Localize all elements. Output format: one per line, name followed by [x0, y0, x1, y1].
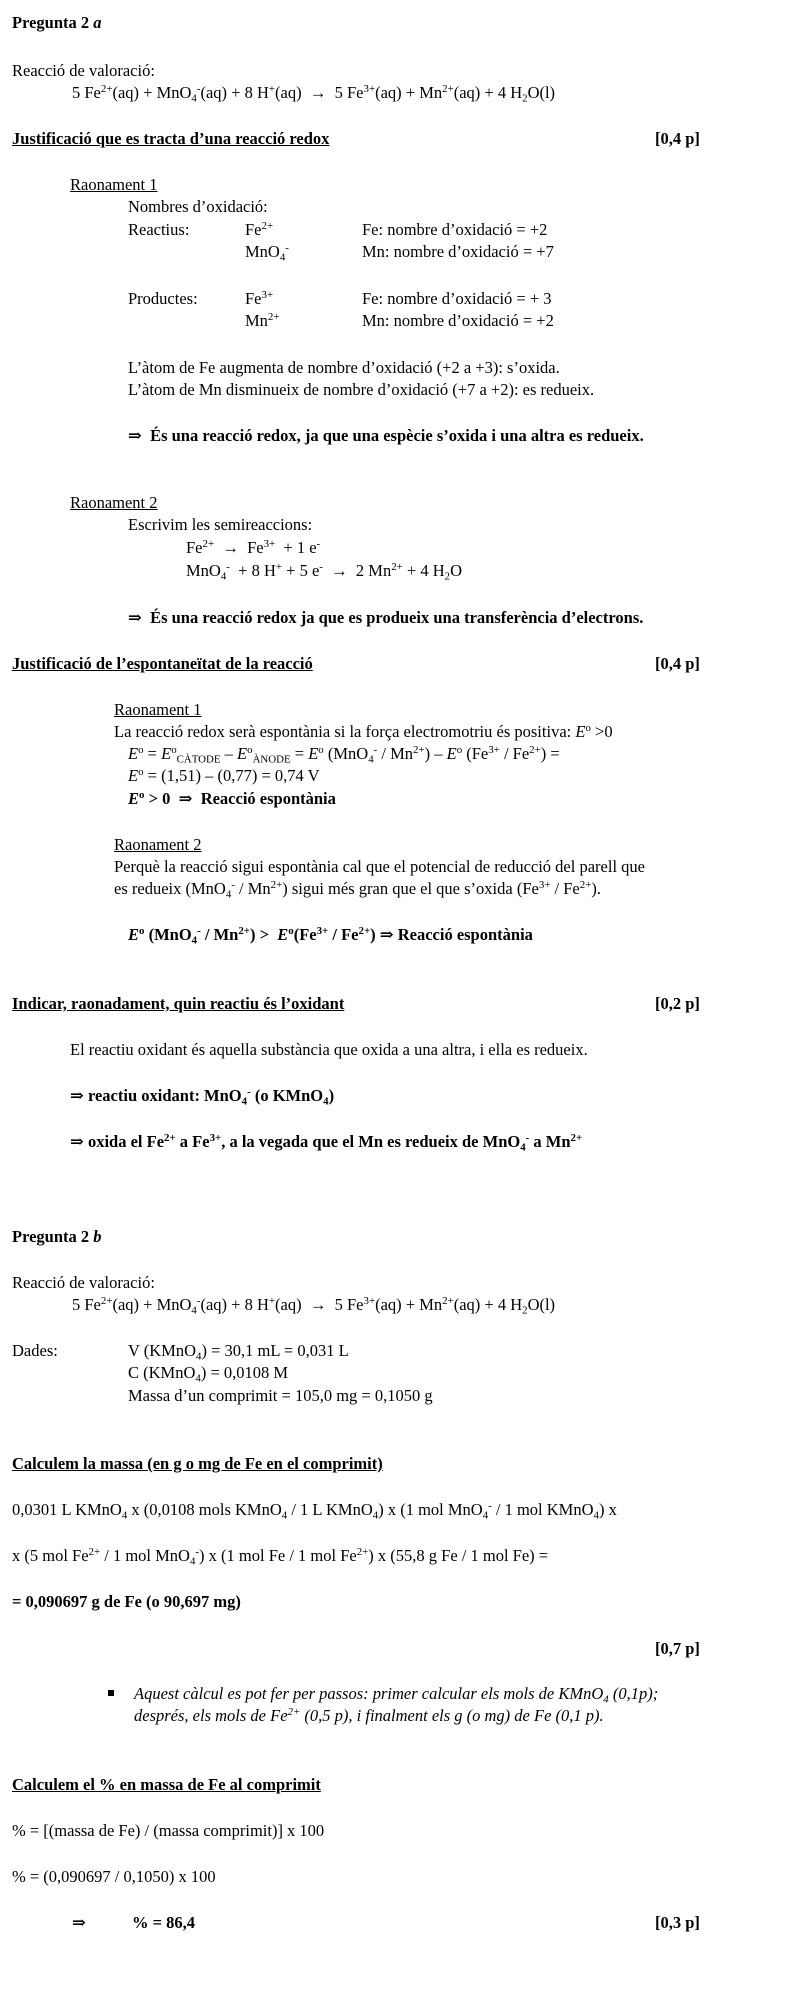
species-mno4: MnO$_4$- — [245, 242, 289, 264]
points-spontaneity: [0,4 p] — [655, 654, 700, 673]
data-tablet-mass: Massa d’un comprimit = 105,0 mg = 0,1050 g — [128, 1386, 433, 1405]
section-heading-redox: Justificació que es tracta d’una reacció redox — [12, 129, 330, 148]
points-percent: [0,3 p] — [655, 1913, 700, 1932]
spontaneity-reasoning-2-title: Raonament 2 — [114, 835, 202, 854]
reasoning-2-title: Raonament 2 — [70, 493, 158, 512]
bullet-icon — [108, 1690, 114, 1696]
oxidation-numbers-label: Nombres d’oxidació: — [128, 197, 268, 216]
titration-reaction: 5 $Fe^{2+}(aq) + MnO_4^-(aq) + 8$ H+(aq) → 5 $Fe^{3+}(aq) + Mn^{2+}(aq) + 4$ $H_2O(l)$ — [72, 83, 556, 105]
percent-substitution: % = (0,090697 / 0,1050) x 100 — [12, 1867, 216, 1886]
reduction-half-reaction: MnO$_4$- + 8 H+ + 5 e- → 2 $Mn^{2+} + 4$ $H_2O$ — [186, 561, 463, 583]
points-redox: [0,4 p] — [655, 129, 700, 148]
data-label: Dades: — [12, 1341, 58, 1360]
implies-arrow-icon: ⇒ — [128, 426, 142, 445]
fe-oxidation-statement: L’àtom de Fe augmenta de nombre d’oxidació (+2 a +3): s’oxida. — [128, 358, 560, 377]
points-oxidant: [0,2 p] — [655, 994, 700, 1013]
implies-arrow-icon: ⇒ — [379, 925, 394, 944]
mass-result: = 0,090697 g de Fe (o 90,697 mg) — [12, 1592, 241, 1611]
points-mass: [0,7 p] — [655, 1639, 700, 1658]
spontaneity-reasoning-1-title: Raonament 1 — [114, 700, 202, 719]
implies-arrow-icon: ⇒ — [70, 1086, 84, 1105]
section-heading-percent: Calculem el % en massa de Fe al comprimit — [12, 1775, 321, 1794]
data-concentration: C (KMnO$_4$) = 0,0108 M — [128, 1363, 289, 1385]
calc-note-line-2: després, els mols de $Fe^{2+}$ (0,5 p), i finalment els g (o mg) de Fe (0,1 p). — [134, 1706, 604, 1725]
oxidation-half-reaction: $Fe^{2+} \to Fe^{3+} + 1$ e- — [186, 538, 321, 557]
mass-calc-line-2: x (5 mol $Fe^{2+} / 1$ mol MnO$_4$-) x (1 mol Fe / 1 mol $Fe^{2+}$) x (55,8 g Fe / 1 mol Fe) = — [12, 1546, 549, 1568]
calc-note-line-1: Aquest càlcul es pot fer per passos: primer calcular els mols de KMnO$_4$ (0,1p); — [134, 1684, 659, 1706]
mn-ox-number-2: Mn: nombre d’oxidació = +2 — [362, 311, 554, 330]
potential-comparison: $E^o$ $(MnO_4^- / Mn^{2+}) > E^o(Fe^{3+} / Fe^{2+})$ ⇒ Reacció espontània — [128, 925, 533, 947]
redox-conclusion-2: ⇒ És una reacció redox ja que es produeix una transferència d’electrons. — [128, 608, 644, 627]
mass-calc-line-1: 0,0301 L KMnO$_4$ x (0,0108 mols KMnO$_4$ / 1 L KMnO$_4$) x (1 mol MnO$_4$- / 1 mol KMnO$_4$) x — [12, 1500, 617, 1522]
emf-formula: $E^o = E^o_{CÀTODE} - E^o_{ÀNODE} = E^o$ $(MnO_4^- / Mn^{2+}) - E^o$ $(Fe^{3+} / Fe^{2+})$ = — [128, 744, 560, 766]
section-heading-oxidant: Indicar, raonadament, quin reactiu és l’oxidant — [12, 994, 345, 1013]
question-2b-title: Pregunta 2 b — [12, 1227, 102, 1246]
percent-formula: % = [(massa de Fe) / (massa comprimit)] x 100 — [12, 1821, 325, 1840]
species-fe3: $Fe^{3+}$ — [245, 289, 274, 308]
redox-conclusion-1: ⇒ És una reacció redox, ja que una espècie s’oxida i una altra es redueix. — [128, 426, 644, 445]
implies-arrow-icon: ⇒ — [70, 1132, 84, 1151]
reasoning-1-title: Raonament 1 — [70, 175, 158, 194]
reactants-label: Reactius: — [128, 220, 190, 239]
section-heading-mass: Calculem la massa (en g o mg de Fe en el comprimit) — [12, 1454, 383, 1473]
percent-arrow-icon: ⇒ — [72, 1913, 86, 1932]
fe-ox-number-1: Fe: nombre d’oxidació = +2 — [362, 220, 548, 239]
products-label: Productes: — [128, 289, 198, 308]
percent-result: % = 86,4 — [132, 1913, 196, 1932]
implies-arrow-icon: ⇒ — [178, 789, 193, 808]
data-volume: V (KMnO$_4$) = 30,1 mL = 0,031 L — [128, 1341, 349, 1363]
reaction-label-2b: Reacció de valoració: — [12, 1273, 155, 1292]
oxidant-action: ⇒ oxida el $Fe^{2+}$ a $Fe^{3+}$, a la vegada que el Mn es redueix de MnO$_4$- a $Mn^{2+}$ — [70, 1132, 583, 1154]
section-heading-spontaneity: Justificació de l’espontaneïtat de la reacció — [12, 654, 313, 673]
emf-condition: La reacció redox serà espontània si la força electromotriu és positiva: $E^o >0$ — [114, 722, 613, 741]
reduction-potential-statement-1: Perquè la reacció sigui espontània cal que el potencial de reducció del parell que — [114, 857, 645, 876]
mn-reduction-statement: L’àtom de Mn disminueix de nombre d’oxidació (+7 a +2): es redueix. — [128, 380, 595, 399]
emf-conclusion: $E^o > 0$ ⇒ Reacció espontània — [128, 789, 336, 808]
titration-reaction-2b: 5 $Fe^{2+}(aq) + MnO_4^-(aq) + 8$ H+(aq) → 5 $Fe^{3+}(aq) + Mn^{2+}(aq) + 4$ $H_2O(l)$ — [72, 1295, 556, 1317]
implies-arrow-icon: ⇒ — [128, 608, 142, 627]
oxidant-answer: ⇒ reactiu oxidant: MnO$_4$- (o KMnO$_4$) — [70, 1086, 335, 1108]
emf-value: $E^o = (1,51) - (0,77) = 0,74$ V — [128, 766, 320, 785]
fe-ox-number-2: Fe: nombre d’oxidació = + 3 — [362, 289, 552, 308]
reaction-label: Reacció de valoració: — [12, 61, 155, 80]
half-reactions-intro: Escrivim les semireaccions: — [128, 515, 313, 534]
reduction-potential-statement-2: es redueix $(MnO_4^- / Mn^{2+})$ sigui més gran que el que s’oxida $(Fe^{3+} / Fe^{2+})$. — [114, 879, 601, 901]
question-2a-title: Pregunta 2 a — [12, 13, 102, 32]
species-mn2: $Mn^{2+}$ — [245, 311, 280, 330]
species-fe2: $Fe^{2+}$ — [245, 220, 274, 239]
mn-ox-number-1: Mn: nombre d’oxidació = +7 — [362, 242, 554, 261]
oxidant-definition: El reactiu oxidant és aquella substància que oxida a una altra, i ella es redueix. — [70, 1040, 588, 1059]
